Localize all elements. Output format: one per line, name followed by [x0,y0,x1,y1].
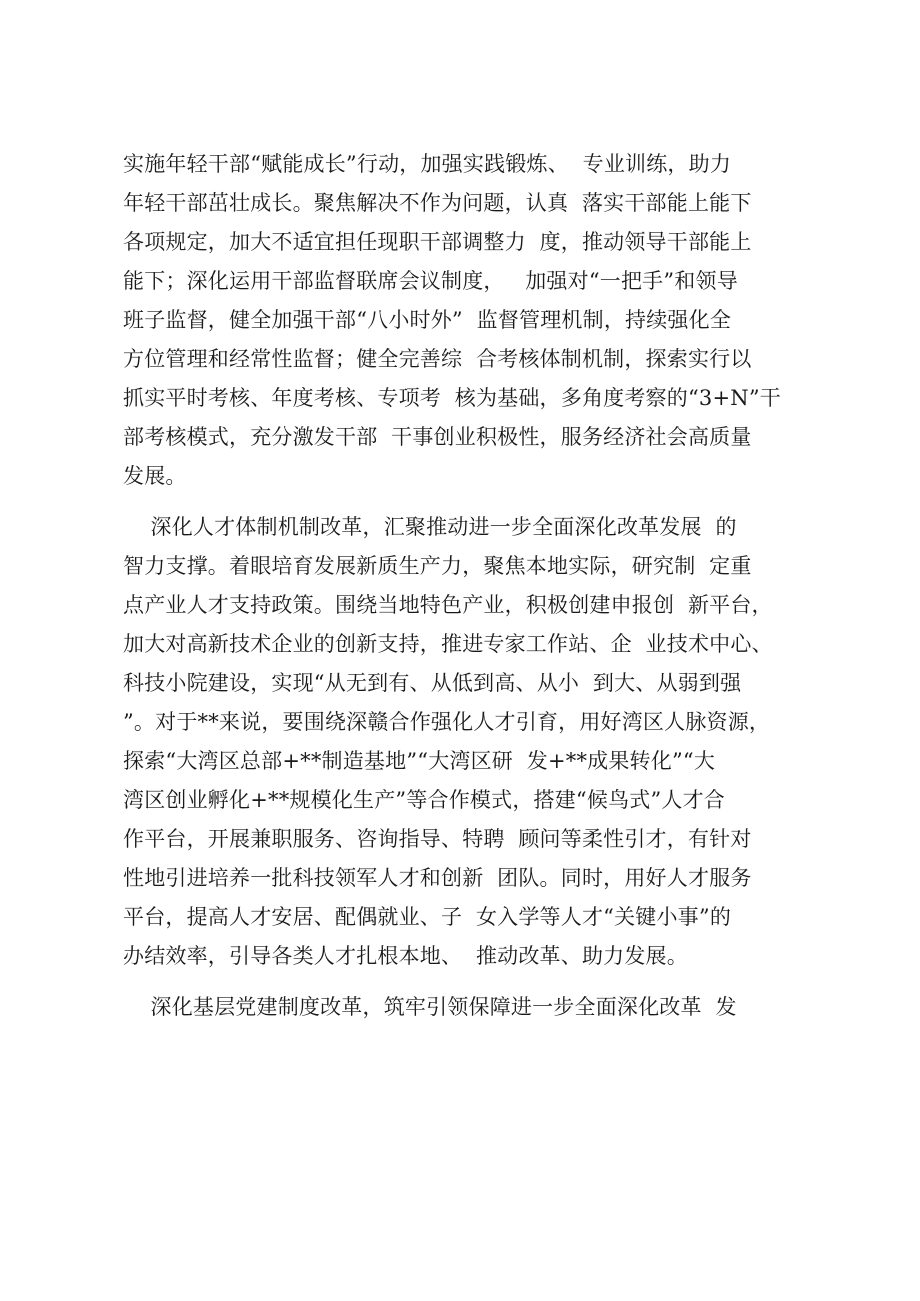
text-line: 抓实平时考核、年度考核、专项考 核为基础，多角度考察的“3+N”干 [123,386,781,410]
text-line: 方位管理和经常性监督；健全完善综 合考核体制机制，探索实行以 [123,347,752,371]
text-line: 湾区创业孵化+**规模化生产”等合作模式，搭建“候鸟式”人才合 [123,788,726,812]
text-line: 能下；深化运用干部监督联席会议制度， 加强对“一把手”和领导 [123,269,738,293]
text-line: ”。对于**来说，要围绕深赣合作强化人才引育，用好湾区人脉资源， [123,710,771,734]
text-line: 作平台，开展兼职服务、咨询指导、特聘 顾问等柔性引才，有针对 [123,827,752,851]
text-line: 深化人才体制机制改革，汇聚推动进一步全面深化改革发展 的 [123,515,737,539]
paragraph-cadre-training [123,145,823,496]
text-line: 点产业人才支持政策。围绕当地特色产业，积极创建申报创 新平台， [123,593,773,617]
paragraph-party-building [123,988,823,1027]
document-body [123,145,823,1027]
text-line: 科技小院建设，实现“从无到有、从低到高、从小 到大、从弱到强 [123,671,742,695]
text-line: 智力支撑。着眼培育发展新质生产力，聚焦本地实际，研究制 定重 [123,554,752,578]
text-line: 加大对高新技术企业的创新支持，推进专家工作站、企 业技术中心、 [123,632,773,656]
text-line: 性地引进培养一批科技领军人才和创新 团队。同时，用好人才服务 [123,866,752,890]
text-line: 办结效率，引导各类人才扎根本地、 推动改革、助力发展。 [123,944,688,968]
text-line: 部考核模式，充分激发干部 干事创业积极性，服务经济社会高质量 [123,425,752,449]
text-line: 实施年轻干部“赋能成长”行动，加强实践锻炼、 专业训练，助力 [123,152,732,176]
text-line: 深化基层党建制度改革，筑牢引领保障进一步全面深化改革 发 [123,995,737,1019]
text-line: 平台，提高人才安居、配偶就业、子 女入学等人才“关键小事”的 [123,905,732,929]
text-line: 探索“大湾区总部+**制造基地”“大湾区研 发+**成果转化”“大 [123,749,716,773]
paragraph-talent-reform [123,508,823,976]
text-line: 各项规定，加大不适宜担任现职干部调整力 度，推动领导干部能上 [123,230,752,254]
text-line: 班子监督，健全加强干部“八小时外” 监督管理机制，持续强化全 [123,308,732,332]
text-line: 发展。 [123,464,187,488]
text-line: 年轻干部茁壮成长。聚焦解决不作为问题，认真 落实干部能上能下 [123,191,752,215]
